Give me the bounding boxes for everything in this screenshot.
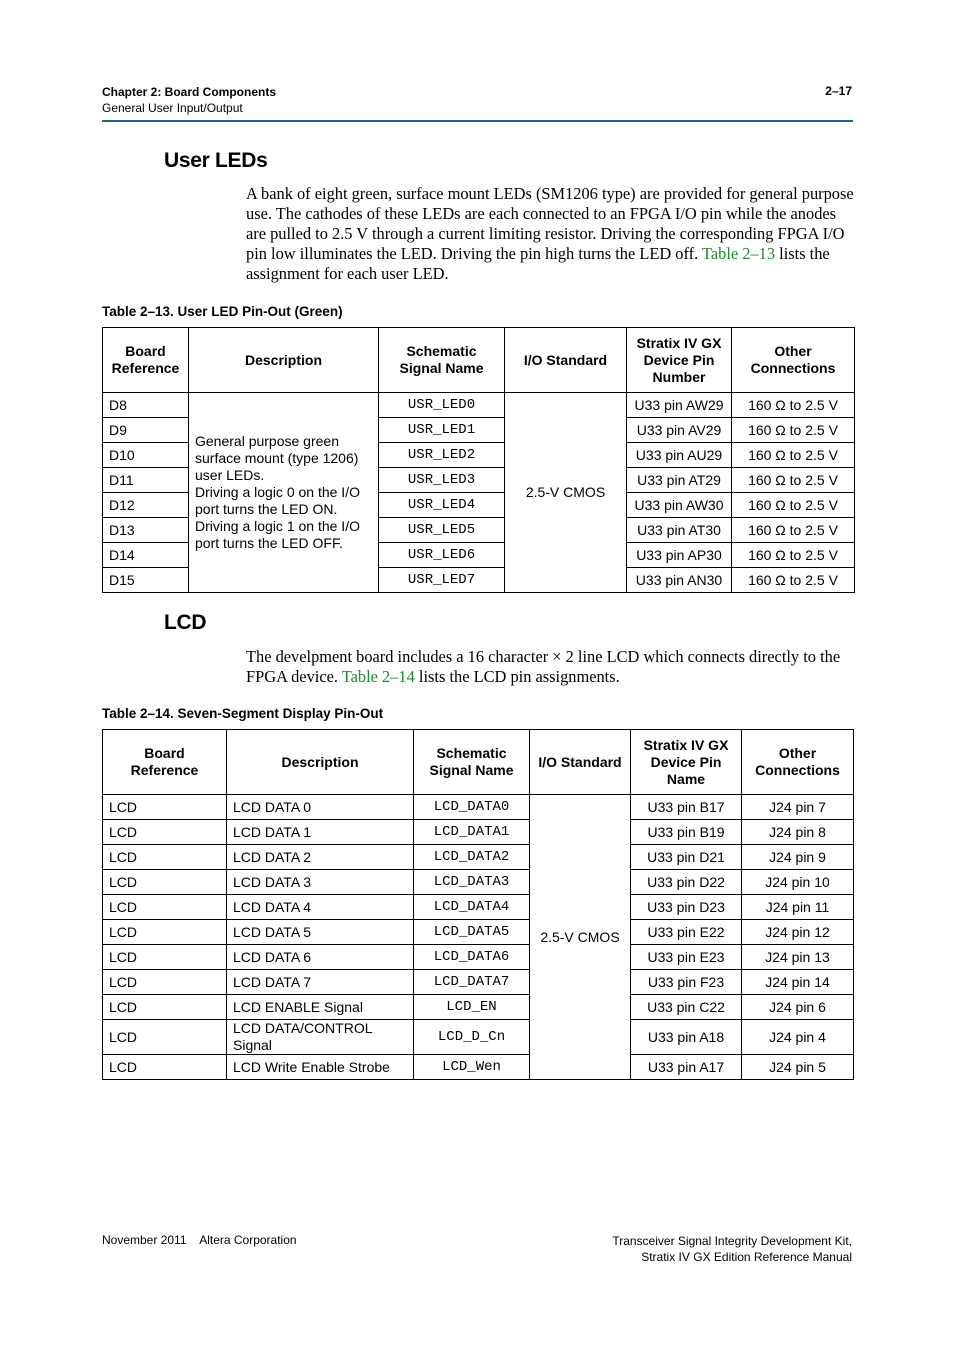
pin-number-cell: U33 pin AW30	[627, 493, 732, 518]
page-number: 2–17	[825, 84, 852, 98]
col-header-pin-number: Stratix IV GX Device Pin Number	[627, 328, 732, 393]
footer-right	[612, 1233, 852, 1265]
pin-name-cell: U33 pin D23	[631, 895, 742, 920]
other-connections-cell: J24 pin 10	[742, 870, 854, 895]
signal-name-cell: USR_LED5	[379, 518, 505, 543]
description-cell: LCD DATA 0	[227, 795, 414, 820]
table-row	[103, 895, 854, 920]
table-header-row	[103, 730, 854, 795]
pin-number-cell: U33 pin AW29	[627, 393, 732, 418]
signal-name-cell: LCD_Wen	[414, 1055, 530, 1080]
footer-left	[102, 1233, 297, 1247]
user-leds-paragraph	[246, 184, 854, 284]
other-connections-cell: J24 pin 7	[742, 795, 854, 820]
other-connections-cell: J24 pin 8	[742, 820, 854, 845]
io-standard-cell: 2.5-V CMOS	[530, 795, 631, 1080]
board-reference-cell: D9	[103, 418, 189, 443]
pin-name-cell: U33 pin C22	[631, 995, 742, 1020]
description-cell: LCD DATA 2	[227, 845, 414, 870]
lcd-paragraph	[246, 647, 854, 687]
signal-name-cell: LCD_DATA1	[414, 820, 530, 845]
pin-number-cell: U33 pin AP30	[627, 543, 732, 568]
col-header-signal-name: Schematic Signal Name	[414, 730, 530, 795]
paragraph-text: A bank of eight green, surface mount LEDs (SM1206 type) are provided for general purpose use. The cathodes of these LEDs are each connected to an FPGA I/O pin while the anodes are pulled to 2.5 V through a current limiting resistor. Driving the corresponding FPGA I/O pin low illuminates the LED. Driving the pin high turns the LED off.	[246, 184, 854, 263]
other-connections-cell: 160 Ω to 2.5 V	[732, 418, 855, 443]
footer-date: November 2011	[102, 1233, 187, 1247]
signal-name-cell: LCD_DATA0	[414, 795, 530, 820]
other-connections-cell: J24 pin 14	[742, 970, 854, 995]
col-header-io-standard: I/O Standard	[530, 730, 631, 795]
table-row	[103, 970, 854, 995]
table-row	[103, 1055, 854, 1080]
description-cell: LCD ENABLE Signal	[227, 995, 414, 1020]
lcd-heading: LCD	[164, 611, 207, 634]
board-reference-cell: D15	[103, 568, 189, 593]
signal-name-cell: LCD_DATA2	[414, 845, 530, 870]
pin-name-cell: U33 pin E22	[631, 920, 742, 945]
board-reference-cell: LCD	[103, 970, 227, 995]
board-reference-cell: D8	[103, 393, 189, 418]
other-connections-cell: 160 Ω to 2.5 V	[732, 443, 855, 468]
board-reference-cell: D10	[103, 443, 189, 468]
col-header-pin-name: Stratix IV GX Device Pin Name	[631, 730, 742, 795]
signal-name-cell: USR_LED0	[379, 393, 505, 418]
col-header-board-reference: Board Reference	[103, 730, 227, 795]
other-connections-cell: J24 pin 9	[742, 845, 854, 870]
col-header-board-reference: Board Reference	[103, 328, 189, 393]
description-cell: LCD DATA 1	[227, 820, 414, 845]
col-header-description: Description	[227, 730, 414, 795]
footer-company: Altera Corporation	[199, 1233, 297, 1247]
lcd-table	[102, 729, 854, 1080]
board-reference-cell: D11	[103, 468, 189, 493]
other-connections-cell: J24 pin 11	[742, 895, 854, 920]
description-cell: LCD DATA 4	[227, 895, 414, 920]
io-standard-cell: 2.5-V CMOS	[505, 393, 627, 593]
other-connections-cell: J24 pin 12	[742, 920, 854, 945]
table-row	[103, 920, 854, 945]
other-connections-cell: 160 Ω to 2.5 V	[732, 468, 855, 493]
description-cell: LCD DATA/CONTROL Signal	[227, 1020, 414, 1055]
col-header-other-connections: Other Connections	[732, 328, 855, 393]
description-cell: LCD DATA 5	[227, 920, 414, 945]
header-rule	[102, 120, 853, 122]
signal-name-cell: LCD_D_Cn	[414, 1020, 530, 1055]
paragraph-text: lists the assignment for each user LED.	[246, 244, 830, 283]
board-reference-cell: LCD	[103, 995, 227, 1020]
table-2-13-caption: Table 2–13. User LED Pin-Out (Green)	[102, 304, 343, 319]
other-connections-cell: 160 Ω to 2.5 V	[732, 543, 855, 568]
other-connections-cell: 160 Ω to 2.5 V	[732, 393, 855, 418]
table-row	[103, 870, 854, 895]
pin-number-cell: U33 pin AV29	[627, 418, 732, 443]
other-connections-cell: J24 pin 5	[742, 1055, 854, 1080]
table-row	[103, 995, 854, 1020]
pin-number-cell: U33 pin AN30	[627, 568, 732, 593]
col-header-description: Description	[189, 328, 379, 393]
signal-name-cell: USR_LED1	[379, 418, 505, 443]
signal-name-cell: USR_LED2	[379, 443, 505, 468]
description-cell: General purpose green surface mount (type 1206) user LEDs. Driving a logic 0 on the I/O port turns the LED ON. Driving a logic 1 on the I/O port turns the LED OFF.	[189, 393, 379, 593]
footer-title-line1: Transceiver Signal Integrity Development Kit,	[612, 1234, 852, 1248]
pin-name-cell: U33 pin D22	[631, 870, 742, 895]
board-reference-cell: D14	[103, 543, 189, 568]
signal-name-cell: LCD_DATA5	[414, 920, 530, 945]
pin-number-cell: U33 pin AT30	[627, 518, 732, 543]
table-row	[103, 845, 854, 870]
other-connections-cell: J24 pin 4	[742, 1020, 854, 1055]
table-2-14-caption: Table 2–14. Seven-Segment Display Pin-Out	[102, 706, 384, 721]
col-header-other-connections: Other Connections	[742, 730, 854, 795]
user-leds-heading: User LEDs	[164, 149, 268, 172]
table-row	[103, 795, 854, 820]
description-cell: LCD DATA 3	[227, 870, 414, 895]
paragraph-text: lists the LCD pin assignments.	[414, 667, 620, 686]
pin-name-cell: U33 pin D21	[631, 845, 742, 870]
paragraph-text: The develpment board includes a 16 character × 2 line LCD which connects directly to the FPGA device.	[246, 647, 841, 686]
other-connections-cell: 160 Ω to 2.5 V	[732, 568, 855, 593]
other-connections-cell: 160 Ω to 2.5 V	[732, 493, 855, 518]
table-2-13-link[interactable]: Table 2–13	[702, 244, 776, 263]
board-reference-cell: LCD	[103, 820, 227, 845]
board-reference-cell: LCD	[103, 1055, 227, 1080]
chapter-title: Chapter 2: Board Components	[102, 85, 277, 99]
user-led-table	[102, 327, 855, 593]
table-2-14-link[interactable]: Table 2–14	[341, 667, 415, 686]
board-reference-cell: LCD	[103, 845, 227, 870]
pin-name-cell: U33 pin A17	[631, 1055, 742, 1080]
page-header	[102, 84, 276, 116]
table-header-row	[103, 328, 855, 393]
signal-name-cell: LCD_DATA4	[414, 895, 530, 920]
pin-number-cell: U33 pin AU29	[627, 443, 732, 468]
table-row	[103, 820, 854, 845]
signal-name-cell: LCD_DATA3	[414, 870, 530, 895]
pin-number-cell: U33 pin AT29	[627, 468, 732, 493]
board-reference-cell: LCD	[103, 795, 227, 820]
board-reference-cell: D13	[103, 518, 189, 543]
pin-name-cell: U33 pin B17	[631, 795, 742, 820]
board-reference-cell: D12	[103, 493, 189, 518]
other-connections-cell: J24 pin 13	[742, 945, 854, 970]
pin-name-cell: U33 pin A18	[631, 1020, 742, 1055]
table-row	[103, 393, 855, 418]
col-header-io-standard: I/O Standard	[505, 328, 627, 393]
table-row	[103, 945, 854, 970]
description-cell: LCD DATA 6	[227, 945, 414, 970]
description-cell: LCD Write Enable Strobe	[227, 1055, 414, 1080]
description-cell: LCD DATA 7	[227, 970, 414, 995]
other-connections-cell: 160 Ω to 2.5 V	[732, 518, 855, 543]
signal-name-cell: LCD_EN	[414, 995, 530, 1020]
signal-name-cell: LCD_DATA6	[414, 945, 530, 970]
section-title: General User Input/Output	[102, 101, 243, 115]
signal-name-cell: USR_LED3	[379, 468, 505, 493]
col-header-signal-name: Schematic Signal Name	[379, 328, 505, 393]
table-row	[103, 1020, 854, 1055]
signal-name-cell: USR_LED4	[379, 493, 505, 518]
board-reference-cell: LCD	[103, 895, 227, 920]
signal-name-cell: USR_LED7	[379, 568, 505, 593]
board-reference-cell: LCD	[103, 945, 227, 970]
pin-name-cell: U33 pin E23	[631, 945, 742, 970]
board-reference-cell: LCD	[103, 1020, 227, 1055]
signal-name-cell: USR_LED6	[379, 543, 505, 568]
board-reference-cell: LCD	[103, 920, 227, 945]
board-reference-cell: LCD	[103, 870, 227, 895]
pin-name-cell: U33 pin F23	[631, 970, 742, 995]
pin-name-cell: U33 pin B19	[631, 820, 742, 845]
signal-name-cell: LCD_DATA7	[414, 970, 530, 995]
other-connections-cell: J24 pin 6	[742, 995, 854, 1020]
footer-title-line2: Stratix IV GX Edition Reference Manual	[641, 1250, 852, 1264]
